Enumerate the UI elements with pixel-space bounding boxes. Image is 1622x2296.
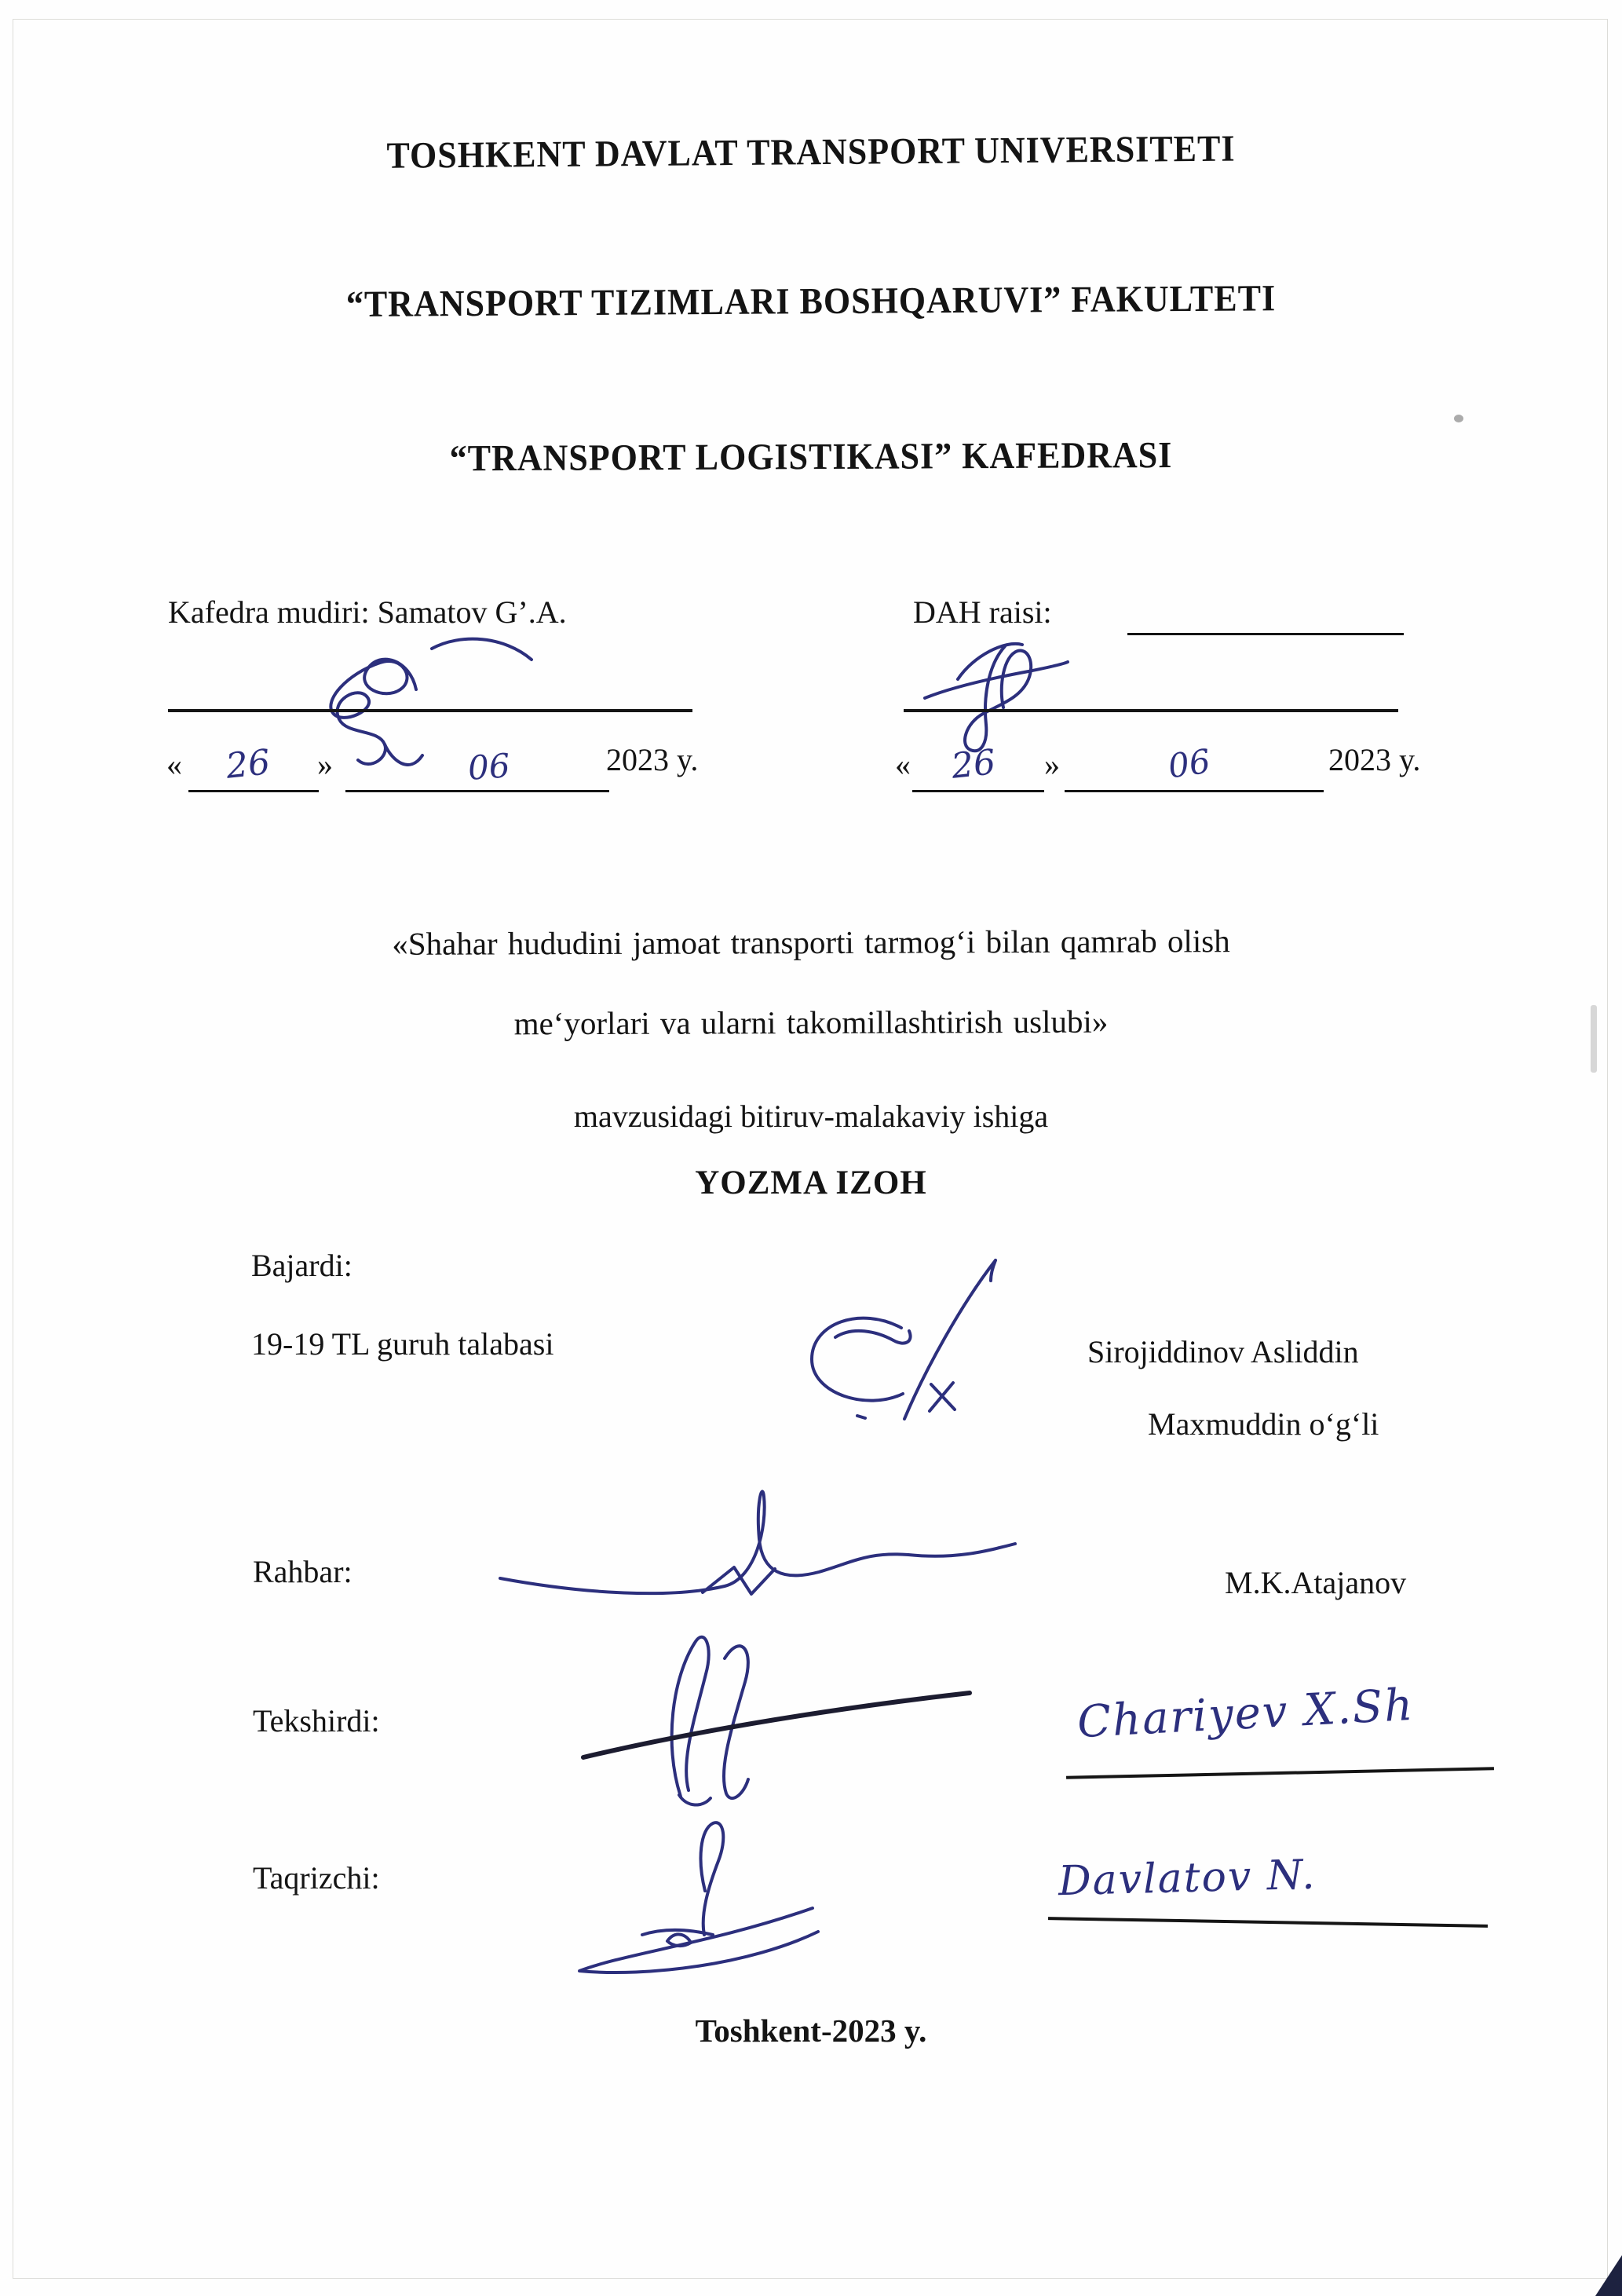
rahbar-label: Rahbar: [253,1554,353,1589]
date-left-month-handwritten: 06 [466,746,512,788]
signature-tekshirdi [561,1625,977,1814]
bajardi-label: Bajardi: [251,1248,353,1283]
date-right-year: 2023 y. [1328,742,1421,777]
date-right-close-quote: » [1044,747,1060,782]
date-left-year: 2023 y. [606,742,699,777]
signature-taqrizchi [550,1815,840,1984]
kafedra-signature-line [168,709,692,712]
date-right-month-line [1065,790,1324,792]
footer-city-year: Toshkent-2023 y. [695,2013,927,2049]
kafedra-mudiri-label: Kafedra mudiri: Samatov G’.A. [168,594,567,630]
tekshirdi-name-line [1066,1767,1494,1779]
department-title: “TRANSPORT LOGISTIKASI” KAFEDRASI [449,433,1173,480]
date-right-month-handwritten: 06 [1165,741,1213,786]
signature-student [785,1252,1021,1433]
tekshirdi-label: Tekshirdi: [253,1703,380,1738]
signature-rahbar [491,1475,1025,1612]
thesis-subtitle: mavzusidagi bitiruv-malakaviy ishiga [573,1099,1049,1134]
dah-raisi-label: DAH raisi: [913,594,1052,630]
student-group-label: 19-19 TL guruh talabasi [251,1326,554,1362]
thesis-title-line1: «Shahar hududini jamoat transporti tarmog‘i bilan qamrab olish [392,923,1230,962]
taqrizchi-label: Taqrizchi: [253,1860,380,1896]
taqrizchi-name-handwritten: Davlatov N. [1058,1851,1317,1906]
date-left-day-line [188,790,319,792]
signature-dah-raisi [911,632,1076,758]
faculty-title: “TRANSPORT TIZIMLARI BOSHQARUVI” FAKULTETI [345,277,1277,325]
taqrizchi-name-line [1048,1917,1488,1928]
scan-corner-mark [1595,2255,1622,2296]
scan-edge-smudge [1591,1005,1597,1073]
university-title: TOSHKENT DAVLAT TRANSPORT UNIVERSITETI [386,127,1236,177]
student-name-line2: Maxmuddin o‘g‘li [1148,1406,1379,1442]
rahbar-name: M.K.Atajanov [1225,1565,1407,1600]
date-left-day-handwritten: 26 [224,742,272,787]
document-type-heading: YOZMA IZOH [695,1164,927,1201]
date-right-open-quote: « [895,747,911,782]
student-name-line1: Sirojiddinov Asliddin [1087,1334,1359,1369]
thesis-title-line2: me‘yorlari va ularni takomillashtirish uslubi» [513,1003,1109,1042]
date-right-day-handwritten: 26 [949,742,998,787]
date-left-close-quote: » [317,747,333,782]
dah-signature-line [904,709,1398,712]
tekshirdi-name-handwritten: Chariyev X.Sh [1076,1679,1416,1749]
date-left-month-line [345,790,609,792]
dah-raisi-blank-line [1127,633,1404,635]
date-left-open-quote: « [166,747,182,782]
date-right-day-line [912,790,1044,792]
scan-speck [1454,415,1463,422]
